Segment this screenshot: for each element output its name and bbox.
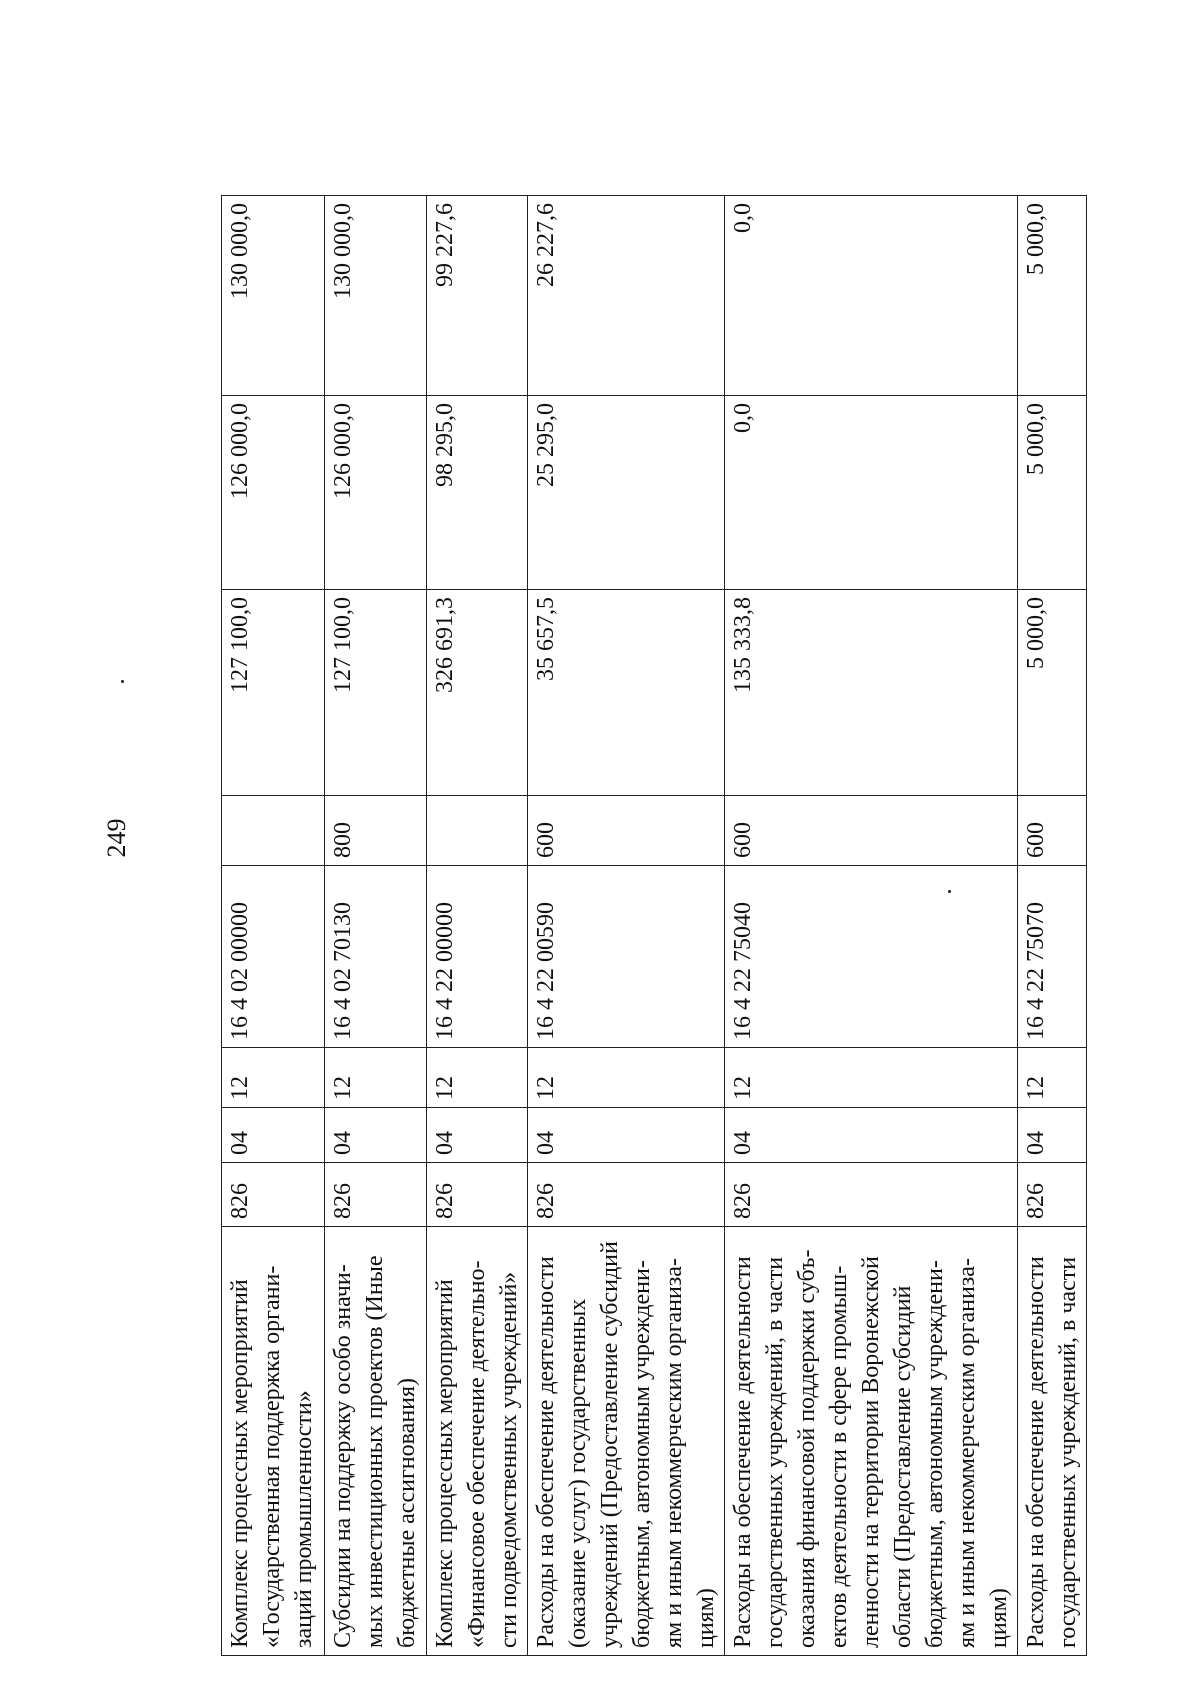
desc-line: бюджетным, автономным учреждени- (922, 1260, 948, 1648)
amount-year2-cell: 0,0 (725, 396, 1018, 590)
subsection-cell: 12 (222, 1048, 325, 1108)
amount-year3-cell: 130 000,0 (325, 196, 427, 396)
subsection-cell: 12 (325, 1048, 427, 1108)
table-row (1018, 196, 1087, 1656)
row-description (325, 1227, 427, 1656)
row-description (222, 1227, 325, 1656)
desc-line: (оказание услуг) государственных (565, 1298, 591, 1648)
desc-line: «Государственная поддержка органи- (259, 1265, 285, 1648)
grbs-cell: 826 (1018, 1163, 1087, 1227)
expense-type-cell (222, 796, 325, 866)
grbs-cell: 826 (325, 1163, 427, 1227)
section-cell: 04 (427, 1108, 528, 1163)
desc-line: учреждений (Предоставление субсидий (597, 1241, 623, 1648)
target-article-cell: 16 4 22 75070 (1018, 866, 1087, 1048)
grbs-cell: 826 (222, 1163, 325, 1227)
target-article-cell: 16 4 22 00590 (528, 866, 725, 1048)
subsection-cell: 12 (1018, 1048, 1087, 1108)
amount-year3-cell: 99 227,6 (427, 196, 528, 396)
amount-year1-cell: 127 100,0 (222, 590, 325, 796)
budget-table (221, 195, 1087, 1656)
amount-year1-cell: 127 100,0 (325, 590, 427, 796)
row-description (528, 1227, 725, 1656)
desc-line: ям и иным некоммерческим организа- (661, 1258, 687, 1648)
desc-line: Комплекс процессных мероприятий (227, 1279, 253, 1648)
table-row (222, 196, 325, 1656)
target-article-cell: 16 4 22 75040 (725, 866, 1018, 1048)
expense-type-cell: 600 (725, 796, 1018, 866)
row-description (725, 1227, 1018, 1656)
amount-year2-cell: 98 295,0 (427, 396, 528, 590)
desc-line: бюджетным, автономным учреждени- (629, 1260, 655, 1648)
subsection-cell: 12 (427, 1048, 528, 1108)
desc-line: «Финансовое обеспечение деятельно- (464, 1260, 490, 1648)
row-description (427, 1227, 528, 1656)
amount-year2-cell: 126 000,0 (222, 396, 325, 590)
desc-line: ектов деятельности в сфере промыш- (826, 1265, 852, 1648)
scan-speck (121, 680, 124, 683)
section-cell: 04 (222, 1108, 325, 1163)
desc-line: государственных учреждений, в части (762, 1256, 788, 1648)
target-article-cell: 16 4 22 00000 (427, 866, 528, 1048)
desc-line: государственных учреждений, в части (1055, 1256, 1081, 1648)
desc-line: мых инвестиционных проектов (Иные (362, 1255, 388, 1648)
amount-year3-cell: 5 000,0 (1018, 196, 1087, 396)
table-row (528, 196, 725, 1656)
page-number: 249 (102, 818, 131, 858)
expense-type-cell: 600 (528, 796, 725, 866)
desc-line: оказания финансовой поддержки субъ- (794, 1249, 820, 1648)
desc-line: заций промышленности» (291, 1390, 317, 1648)
table-row (725, 196, 1018, 1656)
desc-line: Субсидии на поддержку особо значи- (330, 1264, 356, 1648)
amount-year3-cell: 130 000,0 (222, 196, 325, 396)
grbs-cell: 826 (725, 1163, 1018, 1227)
rotated-table-container (221, 196, 1081, 1656)
target-article-cell: 16 4 02 70130 (325, 866, 427, 1048)
amount-year1-cell: 326 691,3 (427, 590, 528, 796)
amount-year2-cell: 126 000,0 (325, 396, 427, 590)
amount-year1-cell: 5 000,0 (1018, 590, 1087, 796)
grbs-cell: 826 (528, 1163, 725, 1227)
expense-type-cell (427, 796, 528, 866)
target-article-cell: 16 4 02 00000 (222, 866, 325, 1048)
amount-year2-cell: 5 000,0 (1018, 396, 1087, 590)
row-description (1018, 1227, 1087, 1656)
section-cell: 04 (528, 1108, 725, 1163)
desc-line: Расходы на обеспечение деятельности (1023, 1256, 1049, 1648)
desc-line: сти подведомственных учреждений» (496, 1271, 522, 1648)
desc-line: бюджетные ассигнования) (394, 1377, 420, 1648)
grbs-cell: 826 (427, 1163, 528, 1227)
table-row (325, 196, 427, 1656)
amount-year1-cell: 135 333,8 (725, 590, 1018, 796)
amount-year3-cell: 26 227,6 (528, 196, 725, 396)
desc-line: Расходы на обеспечение деятельности (730, 1256, 756, 1648)
amount-year2-cell: 25 295,0 (528, 396, 725, 590)
expense-type-cell: 600 (1018, 796, 1087, 866)
expense-type-cell: 800 (325, 796, 427, 866)
desc-line: области (Предоставление субсидий (890, 1285, 916, 1648)
desc-line: Расходы на обеспечение деятельности (533, 1256, 559, 1648)
desc-line: ям и иным некоммерческим организа- (954, 1258, 980, 1648)
desc-line: ленности на территории Воронежской (858, 1256, 884, 1648)
desc-line: циям) (693, 1588, 719, 1648)
desc-line: Комплекс процессных мероприятий (432, 1279, 458, 1648)
section-cell: 04 (1018, 1108, 1087, 1163)
table-row (427, 196, 528, 1656)
subsection-cell: 12 (725, 1048, 1018, 1108)
subsection-cell: 12 (528, 1048, 725, 1108)
amount-year1-cell: 35 657,5 (528, 590, 725, 796)
section-cell: 04 (725, 1108, 1018, 1163)
desc-line: циям) (986, 1588, 1012, 1648)
amount-year3-cell: 0,0 (725, 196, 1018, 396)
section-cell: 04 (325, 1108, 427, 1163)
